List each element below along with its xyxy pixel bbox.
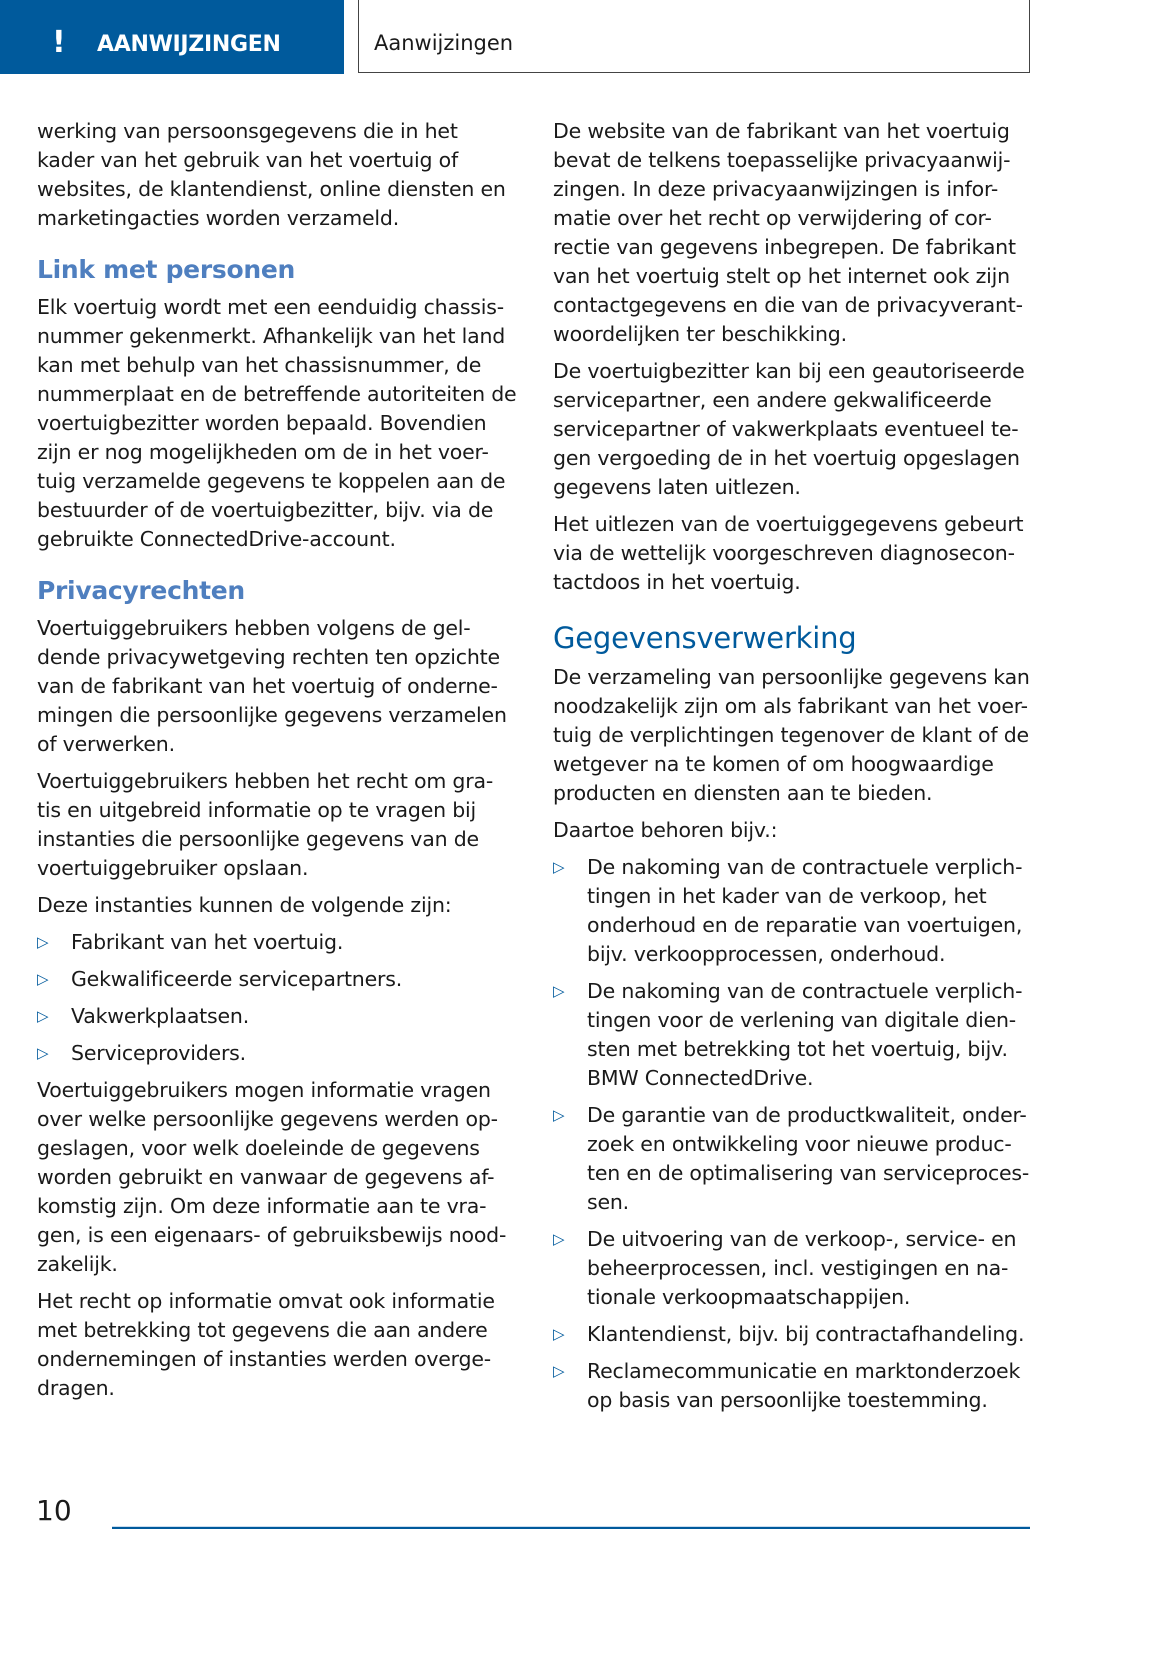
text-line: websites, de klantendienst, online diensten en [37,177,506,201]
section-heading: Gegevensverwerking [553,621,857,655]
paragraph [37,117,527,233]
text-line: gen vergoeding de in het voertuig opgeslagen [553,446,1020,470]
text-line: De website van de fabrikant van het voertuig [553,119,1010,143]
text-line: Gekwalificeerde servicepartners. [71,967,403,991]
text-line: De nakoming van de contractuele verplich- [587,855,1023,879]
text-line: op basis van persoonlijke toestemming. [587,1388,988,1412]
text-line: werking van persoonsgegevens die in het [37,119,458,143]
text-line: onderhoud en de reparatie van voertuigen, [587,913,1023,937]
text-line: De verzameling van persoonlijke gegevens kan [553,665,1030,689]
triangle-right-icon: ▷ [37,970,49,988]
text-line: tuig de verplichtingen tegenover de klant of de [553,723,1029,747]
text-line: sten met betrekking tot het voertuig, bijv. [587,1037,1008,1061]
paragraph [37,1076,527,1279]
text-line: ondernemingen of instanties werden overge- [37,1347,491,1371]
text-line: Deze instanties kunnen de volgende zijn: [37,893,452,917]
text-line: matie over het recht op verwijdering of cor- [553,206,992,230]
text-line: producten en diensten aan te bieden. [553,781,933,805]
text-line: via de wettelijk voorgeschreven diagnosecon- [553,541,1015,565]
text-line: BMW ConnectedDrive. [587,1066,814,1090]
triangle-right-icon: ▷ [553,982,565,1000]
list-item [553,1101,1043,1217]
text-line: marketingacties worden verzameld. [37,206,400,230]
section-header [358,0,1030,73]
list-item [37,928,527,957]
text-line: komstig zijn. Om deze informatie aan te vra- [37,1194,487,1218]
text-line: Daartoe behoren bijv.: [553,818,778,842]
triangle-right-icon: ▷ [37,1007,49,1025]
text-line: noodzakelijk zijn om als fabrikant van het voer- [553,694,1028,718]
text-line: bestuurder of de voertuigbezitter, bijv. via de [37,498,494,522]
paragraph [553,510,1043,597]
section-title: Aanwijzingen [374,31,514,55]
text-line: voertuigbezitter worden bepaald. Bovendien [37,411,487,435]
triangle-right-icon: ▷ [553,858,565,876]
text-line: zoek en ontwikkeling voor nieuwe produc- [587,1132,1012,1156]
text-line: worden gebruikt en vanwaar de gegevens af- [37,1165,495,1189]
text-line: over welke persoonlijke gegevens werden op- [37,1107,498,1131]
list-item [553,1320,1043,1349]
list-item [37,1002,527,1031]
text-line: Fabrikant van het voertuig. [71,930,344,954]
text-line: De nakoming van de contractuele verplich- [587,979,1023,1003]
text-line: tis en uitgebreid informatie op te vragen bij [37,798,477,822]
paragraph [553,816,1043,845]
paragraph [553,663,1043,808]
footer-divider [112,1527,1030,1529]
paragraph [37,614,527,759]
section-heading: Link met personen [37,255,295,284]
list-item [553,1225,1043,1312]
paragraph [37,891,527,920]
text-line: van het voertuig stelt op het internet ook zijn [553,264,1010,288]
text-line: Reclamecommunicatie en marktonderzoek [587,1359,1021,1383]
paragraph [37,1287,527,1403]
text-line: zijn er nog mogelijkheden om de in het voer- [37,440,489,464]
text-line: zakelijk. [37,1252,118,1276]
paragraph [553,117,1043,349]
list-item [37,1039,527,1068]
text-line: tactdoos in het voertuig. [553,570,801,594]
text-line: De uitvoering van de verkoop-, service- en [587,1227,1017,1251]
paragraph [553,357,1043,502]
text-line: dende privacywetgeving rechten ten opzichte [37,645,500,669]
text-line: zingen. In deze privacyaanwijzingen is infor- [553,177,999,201]
text-line: voertuiggebruiker opslaan. [37,856,309,880]
triangle-right-icon: ▷ [553,1106,565,1124]
text-line: tionale verkoopmaatschappijen. [587,1285,911,1309]
text-line: met betrekking tot gegevens die aan andere [37,1318,488,1342]
text-line: Het recht op informatie omvat ook informatie [37,1289,495,1313]
text-line: kan met behulp van het chassisnummer, de [37,353,482,377]
text-line: contactgegevens en die van de privacyverant- [553,293,1023,317]
list-item [553,1357,1043,1415]
text-line: bevat de telkens toepasselijke privacyaanwij- [553,148,1011,172]
text-line: De voertuigbezitter kan bij een geautoriseerde [553,359,1025,383]
chapter-title: AANWIJZINGEN [97,32,281,57]
left-column [37,117,527,1411]
paragraph [37,293,527,554]
list-item [553,853,1043,969]
text-line: Vakwerkplaatsen. [71,1004,250,1028]
exclamation-icon: ! [52,25,66,60]
text-line: De garantie van de productkwaliteit, onder- [587,1103,1027,1127]
text-line: gegevens laten uitlezen. [553,475,801,499]
text-line: dragen. [37,1376,115,1400]
triangle-right-icon: ▷ [37,933,49,951]
text-line: Het uitlezen van de voertuiggegevens gebeurt [553,512,1024,536]
text-line: bijv. verkoopprocessen, onderhoud. [587,942,946,966]
text-line: Voertuiggebruikers hebben volgens de gel- [37,616,471,640]
text-line: gen, is een eigenaars- of gebruiksbewijs nood- [37,1223,507,1247]
text-line: van de fabrikant van het voertuig of onderne- [37,674,498,698]
triangle-right-icon: ▷ [553,1230,565,1248]
text-line: Elk voertuig wordt met een eenduidig chassis- [37,295,504,319]
triangle-right-icon: ▷ [553,1325,565,1343]
paragraph [37,767,527,883]
text-line: woordelijken ter beschikking. [553,322,847,346]
section-heading: Privacyrechten [37,576,245,605]
text-line: servicepartner of vakwerkplaats eventueel te- [553,417,1019,441]
text-line: mingen die persoonlijke gegevens verzamelen [37,703,507,727]
triangle-right-icon: ▷ [37,1044,49,1062]
text-line: geslagen, voor welk doeleinde de gegevens [37,1136,480,1160]
text-line: gebruikte ConnectedDrive-account. [37,527,396,551]
text-line: tingen in het kader van de verkoop, het [587,884,987,908]
text-line: servicepartner, een andere gekwalificeerde [553,388,992,412]
text-line: instanties die persoonlijke gegevens van de [37,827,479,851]
text-line: rectie van gegevens inbegrepen. De fabrikant [553,235,1016,259]
text-line: Klantendienst, bijv. bij contractafhandeling. [587,1322,1025,1346]
text-line: of verwerken. [37,732,175,756]
page-number: 10 [36,1494,72,1527]
text-line: wetgever na te komen of om hoogwaardige [553,752,994,776]
text-line: tingen voor de verlening van digitale dien- [587,1008,1017,1032]
text-line: Voertuiggebruikers mogen informatie vragen [37,1078,491,1102]
list-item [553,977,1043,1093]
text-line: nummer gekenmerkt. Afhankelijk van het land [37,324,506,348]
text-line: beheerprocessen, incl. vestigingen en na- [587,1256,1009,1280]
text-line: sen. [587,1190,630,1214]
text-line: kader van het gebruik van het voertuig of [37,148,459,172]
right-column [553,117,1043,1423]
text-line: Voertuiggebruikers hebben het recht om gra- [37,769,494,793]
text-line: nummerplaat en de betreffende autoriteiten de [37,382,517,406]
list-item [37,965,527,994]
text-line: Serviceproviders. [71,1041,246,1065]
chapter-tab [0,0,344,74]
text-line: ten en de optimalisering van serviceproces- [587,1161,1030,1185]
text-line: tuig verzamelde gegevens te koppelen aan de [37,469,506,493]
triangle-right-icon: ▷ [553,1362,565,1380]
